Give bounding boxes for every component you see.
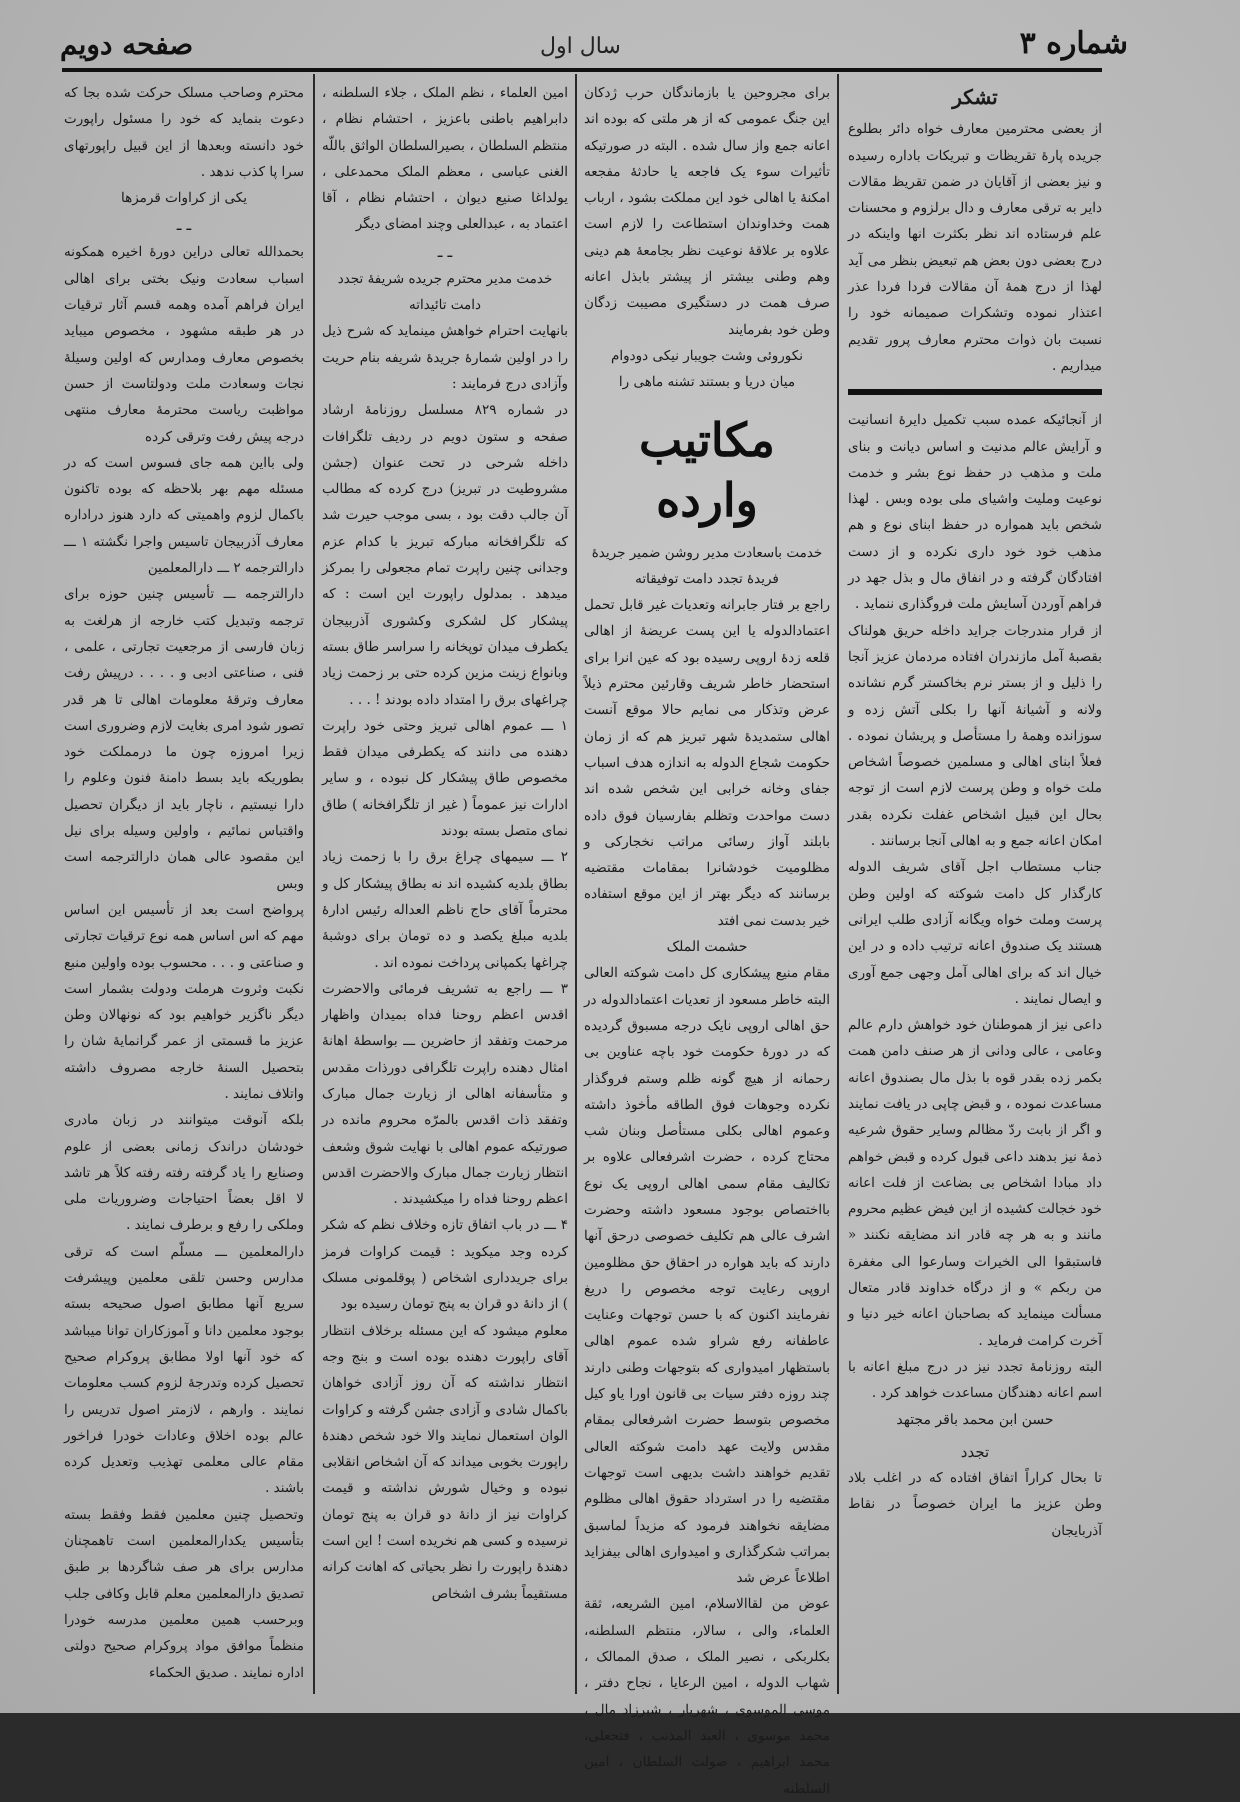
paragraph: ۱ ـــ عموم اهالی تبریز وحتی خود راپرت دهنده می دانند که یکطرفی میدان فقط مخصوص طاق پیشکار کل نبوده ، و سایر ادارات نیز عموماً ( غیر از تلگرافخانه ) طاق نمای متصل بسته بودند bbox=[322, 717, 568, 840]
column-thanks bbox=[848, 80, 1102, 1708]
paragraph: از قرار مندرجات جراید داخله حریق هولناک بقصبهٔ آمل مازندران افتاده مردمان عزیز آنجا را ذلیل و از بستر نرم بخاکستر گرم نشانده ولانه و آشیانهٔ آنها را بکلی آتش زده و سوزانده وهمهٔ را مستأصل و پریشان نموده . فعلاً ابنای اهالی و مسلمین خصوصاً اشخاص ملت خواه و وطن پرست لازم است از توجه بحال این قبیل اشخاص غفلت نکرده بقدر امکان اعانه جمع و به اهالی آنجا برسانند . bbox=[848, 622, 1102, 850]
paragraph: تا بحال کراراً اتفاق افتاده که در اغلب بلاد وطن عزیز ما ایران خصوصاً در نقاط آذربایجان bbox=[848, 1470, 1102, 1539]
paragraph: محترم وصاحب مسلک حرکت شده بجا که دعوت بنماید که خود را مسئول راپورت خود دانسته وبعدها از این قبیل راپورتهای سرا پا کذب ندهد . bbox=[64, 85, 304, 180]
paragraph: جناب مستطاب اجل آقای شریف الدوله کارگذار کل دامت شوکته که اولین وطن پرست وملت خواه ویگانه آزادی طلب ایرانی هستند یک صندوق اعانه ترتیب داده و در این خیال اند که برای اهالی آمل وجهی جمع آوری و ایصال نمایند . bbox=[848, 859, 1102, 1007]
signature: حسن ابن محمد باقر مجتهد bbox=[896, 1411, 1054, 1428]
signature-list: امین العلماء ، نظم الملک ، جلاء السلطنه ، دابراهیم باطنی باعزیز ، احتشام نظام ، منتظم السلطان ، بصیرالسلطان الواثق باللّه الغنی عباسی ، معظم الملک محمدعلی ، یولداغا صنیع دیوان ، احتشام نظام ، آقا اعتماد به ، عبدالعلی وچند امضای دیگر bbox=[322, 85, 568, 233]
column-divider bbox=[837, 74, 839, 1694]
paragraph: ۴ ـــ در باب اتفاق تازه وخلاف نظم که شکر کرده وجد میکوید : قیمت کراوات فرمز برای جریدداری اشخاص ( پوقلمونی مسلک ) از دانهٔ دو قران به پنج تومان رسیده بود bbox=[322, 1217, 568, 1313]
column-letters bbox=[584, 80, 830, 1797]
paragraph: از بعضی محترمین معارف خواه دائر بطلوع جریده پارهٔ تقریظات و تبریکات باداره رسیده و نیز بعضی از آقایان در ضمن تقریظ مقالات دایر به ترقی معارف و دال برلزوم و محسنات علم فرستاده اند نظر بکثرت انها واینکه در درج بعضی دون بعض هم تبعیض بنظر می آید لهذا از درج همهٔ آن مقالات فردا فردا عذر اعتذار نموده وتشکرات صمیمانه خود را نسبت بان ذوات محترم معارف پرور تقدیم میداریم . bbox=[848, 121, 1102, 374]
verse-line: میان دریا و بستند تشنه ماهی را bbox=[618, 374, 796, 391]
paragraph: داعی نیز از هموطنان خود خواهش دارم عالم وعامی ، عالی ودانی از هر صنف دامن همت بکمر زده بقدر قوه با بذل مال بصندوق اعانه مساعدت نموده ، و قبض چاپی در یافت نمایند و اگر از بابت ردّ مظالم وسایر حقوق شرعیه ذمهٔ نیز بدهند داعی قبول کرده و قبض خواهم داد مبادا اشخاص بی بضاعت از فلت اعانه خود خجالت کشیده از این فیض عظیم محروم مانند و به هر چه قادر اند مضایقه نکنند « فاستبقوا الی الخیرات وسارعوا الی مغفرة من ربکم » و از درگاه خداوند قادر متعال مسألت مینماید که بصاحبان اعانه خیر دنیا و آخرت کرامت فرماید . bbox=[848, 1017, 1102, 1349]
signature-list: عوض من لقاالاسلام، امین الشریعه، ثقة العلماء، والی ، سالار، منتظم السلطنه، بکلربکی ، نصیر الملک ، صدق الممالک ، شهاب الدوله ، امین الرعایا ، نجاح دفتر ، موسی الموسوی ، شهریار ، شیرزاد مال ، محمد موسوی ، العبد المذنب ، فتحعلی، محمد ابراهیم ، صولت السلطان ، امین السلطنه bbox=[584, 1596, 830, 1797]
letter-address: خدمت مدیر محترم جریده شریفهٔ تجدد دامت تائیداته bbox=[337, 270, 553, 314]
signer: یکی از کراوات قرمزها bbox=[120, 190, 248, 207]
paragraph: مقام منیع پیشکاری کل دامت شوکته العالی البته خاطر مسعود از تعدیات اعتمادالدوله در حق اهالی اروپی نایک درجه مسبوق گردیده که در دورهٔ حکومت خود باچه عناوین بی رحمانه از هیچ گونه ظلم وستم فروگذار نکرده وجوهات فوق الطاقه مأخوذ داشته وعموم اهالی بکلی مستأصل وبنان شب محتاج کرده ، حضرت اشرفعالی علاوه بر تکالیف مقام سمی اهالی اروپی یک نوع بااختصاص بوجود مسعود داشته وحضرت اشرف عالی هم تکلیف خصوصی درحق آنها دارند که باید هواره در احقاق حق مظلومین اروپی رعایت توجه مخصوص را دریغ نفرمایند اکنون که با حسن توجهات وعنایت عاطفانه رفع شراو شده عموم اهالی باستظهار امیدواری که بتوجهات وطنی دارند چند روزه دفتر سیات بی قانون اورا یاو کیل مخصوص بتوسط حضرت اشرفعالی بمقام مقدس ولایت عهد دامت شوکته العالی تقدیم خواهند داشت بدیهی است توجهات مقتضیه را در استرداد حقوق اهالی مظلوم مضایقه نخواهند فرمود که مزیداً لماسبق بمراتب شکرگذاری و امیدواری اهالی بیفزاید اطلاعاً عرض شد bbox=[584, 965, 830, 1587]
page-label: صفحه دویم bbox=[60, 28, 194, 61]
letter-address: خدمت باسعادت مدیر روشن ضمیر جریدهٔ فریدهٔ تجدد دامت توفیقاته bbox=[591, 544, 823, 587]
issue-number: شماره ۳ bbox=[1019, 26, 1128, 61]
publication-year: سال اول bbox=[540, 34, 621, 59]
ornament: ـ ـ bbox=[176, 215, 192, 235]
paragraph: بانهایت احترام خواهش مینماید که شرح ذیل را در اولین شمارهٔ جریدهٔ شریفه بنام حریت وآزادی درج فرمایند : bbox=[322, 323, 568, 392]
column-divider bbox=[575, 74, 577, 1694]
column-one bbox=[64, 80, 304, 1708]
section-title-letters: مکاتیب وارده bbox=[639, 412, 775, 527]
ornament: ـ ـ bbox=[437, 241, 453, 261]
section-title-thanks: تشکر bbox=[952, 85, 998, 109]
column-divider bbox=[313, 74, 315, 1694]
paragraph: البته روزنامهٔ تجدد نیز در درج مبلغ اعانه با اسم اعانه دهندگان مساعدت خواهد کرد . bbox=[848, 1358, 1102, 1402]
column-two bbox=[322, 80, 568, 1708]
signer: حشمت الملک bbox=[666, 939, 748, 956]
paragraph: ولی بااین همه جای فسوس است که در مسئله مهم بهر بلاحظه که بوده تاکنون باکمال لزوم واهمیتی که دارد هنوز دراداره معارف آذربیجان تاسیس واجرا نگشته ۱ ـــ دارالترجمه ۲ ـــ دارالمعلمین bbox=[64, 454, 304, 577]
paragraph: پرواضح است بعد از تأسیس این اساس مهم که اس اساس همه نوع ترقیات تجارتی و صناعتی و . . . محسوب بوده واولین منبع نکبت وثروت هرملت ودولت بشمار است دیگر ناگزیر خواهیم بود که نونهالان وطن عزیز ما قسمتی از عمر گرانمایهٔ شان را بتحصیل السنهٔ خارجه مصروف داشته واتلاف نمایند . bbox=[64, 901, 304, 1102]
masthead-rule bbox=[62, 68, 1102, 72]
paragraph: بلکه آنوقت میتوانند در زبان مادری خودشان دراندک زمانی بعضی از علوم وصنایع را یاد گرفته رفته رفته کلاً هر تاشد لا اقل بعضاً احتیاجات وضروریات ملی وملکی را رفع و برطرف نمایند . bbox=[64, 1112, 304, 1234]
paragraph: برای مجروحین یا بازماندگان حرب ژدکان این جنگ عمومی که از هر ملتی که بوده اند اعانه جمع واز سال شده . البته در صورتیکه تأثیرات سوء یک فاجعه یا حادثهٔ مفجعه امکنهٔ یا اهالی خود این مملکت بشود ، ارباب همت وخداوندان استطاعت را لازم است علاوه بر علاقهٔ نوعیت نظر بجامعهٔ هم دینی وهم وطنی بیشتر از پیشتر بابذل اعانه صرف همت در دستگیری مصیبت زدگان وطن خود بفرمایند bbox=[584, 85, 830, 338]
section-rule bbox=[848, 389, 1102, 395]
paragraph: ۳ ـــ راجع به تشریف فرمائی والاحضرت اقدس اعظم روحنا فداه بمیدان واظهار مرحمت وتفقد از حاضرین ـــ بواسطهٔ اهانهٔ امثال دهنده راپرت تلگرافی دورذات مقدس و متأسفانه اهالی از زیارت جمال مبارک وتفقد ذات اقدس بالمرّه محروم مانده در صورتیکه عموم اهالی با نهایت شوق وشعف انتظار زیارت جمال مبارک والاحضرت اقدس اعظم روحنا فداه را میکشیدند . bbox=[322, 980, 568, 1208]
masthead bbox=[60, 18, 1128, 68]
paragraph: از آنجائیکه عمده سبب تکمیل دایرهٔ انسانیت و آرایش عالم مدنیت و اساس دیانت و بنای ملت و مذهب در حفظ نوع بشر و خدمت نوعیت وملیت واشیای ملی بوده وبس . لهذا شخص باید همواره در حفظ ابنای نوع و هم مذهب خود خود داری نکرده و از دست افتادگان گرفته و در انفاق مال و بذل جهد در فراهم آوردن آسایش ملت فروگذاری ننماید . bbox=[848, 412, 1102, 613]
paragraph: وتحصیل چنین معلمین فقط وفقط بسته بتأسیس یکدارالمعلمین است تاهمچنان مدارس برای هر صف شاگردها بر طبق تصدیق دارالمعلمین معلم قابل وکافی جلب وبرحسب همین معلمین مدرسه خودرا منظماً موافق مواد پروکرام صحیح دولتی اداره نمایند . صدیق الحکماء bbox=[64, 1506, 304, 1681]
paragraph: دارالترجمه ـــ تأسیس چنین حوزه برای ترجمه وتبدیل کتب خارجه از هرلغت به زبان فارسی از مرجعیت تجارتی ، علمی ، فنی ، صناعتی ادبی و . . . . درپیش رفت معارف وترقهٔ معلومات اهالی تا هر قدر تصور شود امری بغایت لازم وضروری است زیرا امروزه چون ما درمملکت خود بطوریکه باید بسط دامنهٔ فنون وعلوم را دارا نیستیم ، ناچار باید از دیگران تحصیل واقتباس نمائیم ، واولین وسیله برای نیل این مقصود عالی همان دارالترجمه است وبس bbox=[64, 586, 304, 892]
verse-line: نکوروئی وشت جویبار نیکی دودوام bbox=[611, 347, 803, 364]
paragraph: ۲ ـــ سیمهای چراغ برق را با زحمت زیاد بطاق بلدیه کشیده اند نه بطاق پیشکار کل و محترماً آقای حاج ناظم العداله رئیس ادارهٔ بلدیه مبلغ یکصد و ده تومان برای دوشبهٔ چراغها بکمپانی پرداخت نموده اند . bbox=[322, 849, 568, 971]
paragraph: در شماره ۸۲۹ مسلسل روزنامهٔ ارشاد صفحه و ستون دویم در ردیف تلگرافات داخله شرحی در تحت عنوان (جشن مشروطیت در تبریز) درج کرده که مطالب آن جالب دقت بود ، بسی موجب حیرت شد که تلگرافخانه مبارکه تبریز با کدام عزم وجدانی چنین راپرت تمام مجعولی را بمرکز میدهد . بمدلول راپورت این است : که پیشکار کل لشکری وکشوری آذربیجان یکطرف میدان توپخانه را سراسر طاق بسته وبانواع زینت مزین کرده حتی بر زحمت زیاد چراغهای برق را امتداد داده بودند ! . . . bbox=[322, 402, 569, 708]
paragraph: دارالمعلمین ـــ مسلّم است که ترقی مدارس وحسن تلقی معلمین وپیشرفت سریع آنها مطابق اصول صحیحه بسته بوجود معلمین دانا و آموزکاران توانا میباشد که خود آنها اولا مطابق پروکرام صحیح تحصیل کرده وتدرجهٔ لزوم کسب معلومات نمایند . وارهم ، لازمتر اصول تدریس را عالم بوده اخلاق وعادات خودرا فراخور مقام عالی معلمی تهذیب وتعدیل کرده باشند . bbox=[64, 1243, 304, 1497]
paragraph: بحمدالله تعالی دراین دورهٔ اخیره همکونه اسباب سعادت ونیک بختی برای اهالی ایران فراهم آمده وهمه قسم آثار ترقیات در هر طبقه مشهود ، مخصوص میباید بخصوص معارف ومدارس که اولین وسیلهٔ نجات وسعادت ملت ودولتاست از حسن مواظبت ریاست محترمهٔ معارف منتهی درجه پیش رفت وترقی کرده bbox=[64, 244, 304, 445]
section-title-tajaddod: تجدد bbox=[960, 1442, 990, 1461]
paragraph: معلوم میشود که این مسئله برخلاف انتظار آقای راپورت دهنده بوده است و بنج وجه انتظار نداشته که آن روز آزادی خواهان باکمال شادی و آزادی جشن گرفته و کراوات الوان استعمال نمایند والا خود شخص دهندهٔ راپورت بخوبی میداند که آن اشخاص انقلابی نبوده و وخیال شورش نداشته و قیمت کراوات نیز از دانهٔ دو قران به پنج تومان نرسیده و کسی هم نخریده است ! این است دهندهٔ راپورت را نظر بحیاتی که اهانت کرانه مستقیماً بشرف اشخاص bbox=[322, 1322, 568, 1602]
paragraph: راجع بر فتار جابرانه وتعدیات غیر قابل تحمل اعتمادالدوله یا این پست عریضهٔ از اهالی قلعه زدهٔ اروپی رسیده بود که عین انرا برای استحضار خاطر شریف وقارئین محترم ذیلاً عرض وتذکار می نمایم حالا موقع آنست اهالی ستمدیدهٔ شهر تبریز هم که از زمان حکومت شجاع الدوله به اندازه هدف اسباب جفای وخانه خرابی این شخص شده اند دست مواحدت وتظلم بفارسیان فوق داده بابلند آواز رسائی مراتب نخجارکی و مظلومیت خودشانرا بمقامات مقتضیه برسانند که دیگر بهتر از این موقع استفاده خیر بدست نمی افتد bbox=[584, 597, 830, 929]
